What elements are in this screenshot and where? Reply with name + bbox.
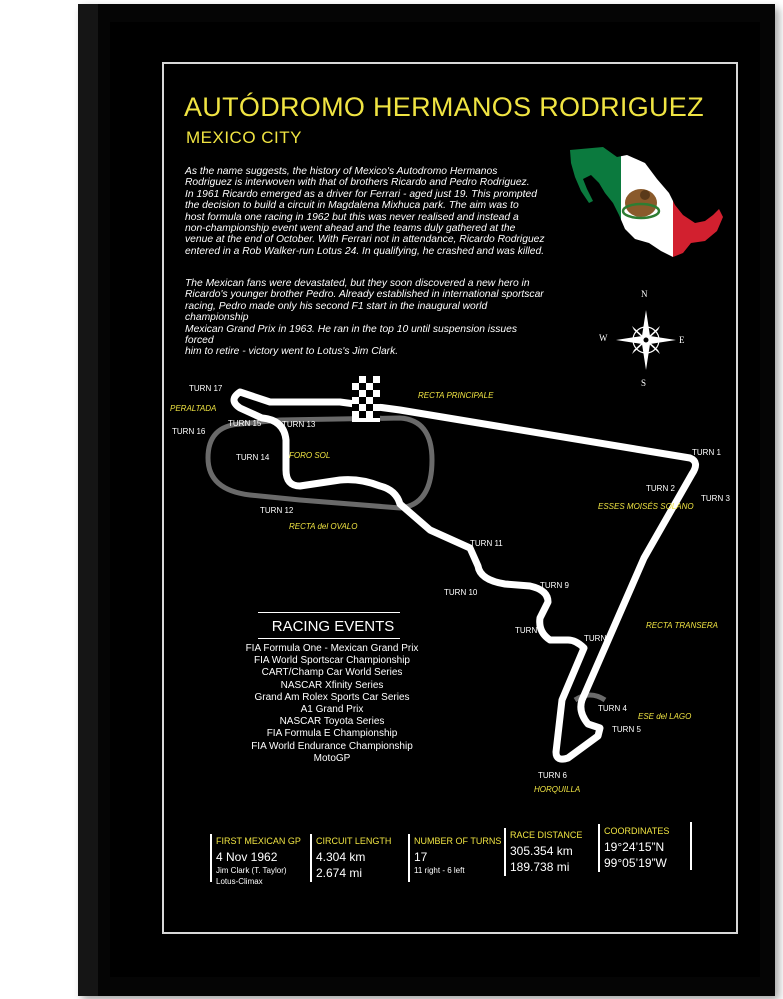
list-item: FIA Formula E Championship — [266, 728, 398, 740]
list-item: MotoGP — [313, 752, 351, 764]
events-divider-top — [258, 612, 400, 613]
compass-west-label: W — [599, 333, 608, 343]
section-peraltada: PERALTADA — [170, 404, 217, 413]
stat-divider — [210, 834, 212, 882]
stat-heading: RACE DISTANCE — [510, 830, 583, 840]
racing-events-title: RACING EVENTS — [271, 618, 395, 635]
stat-value: 99°05’19”W — [604, 856, 667, 870]
stat-value: 2.674 mi — [316, 866, 363, 880]
list-item: Grand Am Rolex Sports Car Series — [254, 691, 410, 703]
stat-heading: CIRCUIT LENGTH — [316, 836, 392, 846]
stat-value: 4.304 km — [316, 850, 366, 864]
turn-11-label: TURN 11 — [470, 539, 503, 548]
turn-15-label: TURN 15 — [228, 419, 262, 428]
section-recta-transera: RECTA TRANSERA — [646, 621, 719, 630]
section-recta-principale: RECTA PRINCIPALE — [418, 391, 494, 400]
stat-divider-end — [690, 822, 692, 870]
compass-north-label: N — [641, 289, 648, 299]
compass-east-label: E — [679, 335, 685, 345]
stat-heading: NUMBER OF TURNS — [414, 836, 502, 846]
para-line: Mexican Grand Prix in 1963. He ran in the top 10 until suspension issues forced — [185, 323, 517, 347]
list-item: NASCAR Toyota Series — [279, 716, 385, 728]
stat-value: 19°24’15”N — [604, 840, 665, 854]
para-line: As the name suggests, the history of Mexico's Autodromo Hermanos — [185, 166, 498, 177]
stat-heading: COORDINATES — [604, 826, 670, 836]
stat-value: 305.354 km — [510, 844, 573, 858]
poster-title: AUTÓDROMO HERMANOS RODRIGUEZ — [184, 92, 704, 122]
stat-divider — [504, 828, 506, 876]
stat-divider — [408, 834, 410, 882]
racing-events-list — [222, 643, 442, 765]
stat-divider — [310, 834, 312, 882]
turn-3-label: TURN 3 — [701, 494, 730, 503]
start-finish-flag-icon — [352, 376, 380, 422]
stat-divider — [598, 824, 600, 872]
list-item: CART/Champ Car World Series — [261, 667, 403, 679]
para-line: host formula one racing in 1962 but this was never realised and instead a — [185, 211, 519, 223]
stat-detail: Lotus-Climax — [216, 877, 263, 886]
para-line: the decision to build a circuit in Magdalena Mixhuca park. The aim was to — [185, 200, 519, 212]
stat-detail: 11 right - 6 left — [414, 866, 465, 875]
section-ese-del-lago: ESE del LAGO — [638, 712, 692, 721]
poster-subtitle: MEXICO CITY — [186, 128, 303, 147]
para-line: Rodriguez is interwoven with that of brothers Ricardo and Pedro Rodriguez. — [185, 177, 530, 189]
stat-value: 189.738 mi — [510, 860, 570, 874]
list-item: NASCAR Xfinity Series — [280, 679, 384, 691]
turn-4-label: TURN 4 — [598, 704, 627, 713]
list-item: FIA Formula One - Mexican Grand Prix — [245, 643, 419, 654]
stat-first-gp — [210, 834, 306, 886]
turn-7-label: TURN 7 — [584, 634, 613, 643]
turn-14-label: TURN 14 — [236, 453, 270, 462]
turn-16-label: TURN 16 — [172, 427, 206, 436]
stat-number-of-turns — [408, 834, 502, 882]
para-line: non-championship event went ahead and the teams duly gathered at the — [185, 223, 516, 235]
stat-circuit-length — [310, 834, 404, 882]
events-divider-bottom — [258, 638, 400, 639]
turn-10-label: TURN 10 — [444, 588, 478, 597]
list-item: A1 Grand Prix — [300, 704, 364, 716]
section-recta-del-ovalo: RECTA del OVALO — [289, 522, 358, 531]
para-line: Ricardo's younger brother Pedro. Already established in international sportscar — [185, 289, 544, 301]
compass-south-label: S — [641, 378, 647, 388]
turn-2-label: TURN 2 — [646, 484, 675, 493]
turn-5-label: TURN 5 — [612, 725, 641, 734]
turn-6-label: TURN 6 — [538, 771, 567, 780]
list-item: FIA World Sportscar Championship — [254, 655, 410, 667]
list-item: FIA World Endurance Championship — [251, 740, 413, 752]
para-line: The Mexican fans were devastated, but they soon discovered a new hero in — [185, 278, 530, 289]
turn-8-label: TURN 8 — [515, 626, 544, 635]
stat-heading: FIRST MEXICAN GP — [216, 836, 301, 846]
section-esses-moises-solano: ESSES MOISÉS SOLANO — [598, 502, 694, 511]
para-line: venue at the end of October. With Ferrari not in attendance, Ricardo Rodriguez — [185, 234, 545, 246]
stat-value: 4 Nov 1962 — [216, 850, 278, 864]
para-line: entered in a Rob Walker-run Lotus 24. In qualifying, he crashed and was killed. — [185, 245, 545, 257]
turn-9-label: TURN 9 — [540, 581, 569, 590]
turn-1-label: TURN 1 — [692, 448, 721, 457]
section-foro-sol: FORO SOL — [289, 451, 331, 460]
stat-race-distance — [504, 828, 596, 876]
para-line: In 1961 Ricardo emerged as a driver for Ferrari - aged just 19. This prompted — [185, 188, 537, 200]
section-horquilla: HORQUILLA — [534, 785, 581, 794]
para-line: him to retire - victory went to Lotus's Jim Clark. — [185, 346, 399, 358]
stat-value: 17 — [414, 850, 428, 864]
turn-17-label: TURN 17 — [189, 384, 223, 393]
para-line: racing, Pedro made only his second F1 start in the inaugural world championship — [185, 300, 488, 324]
stat-coordinates — [598, 824, 690, 872]
turn-13-label: TURN 13 — [282, 420, 316, 429]
stat-detail: Jim Clark (T. Taylor) — [216, 866, 287, 875]
turn-12-label: TURN 12 — [260, 506, 294, 515]
